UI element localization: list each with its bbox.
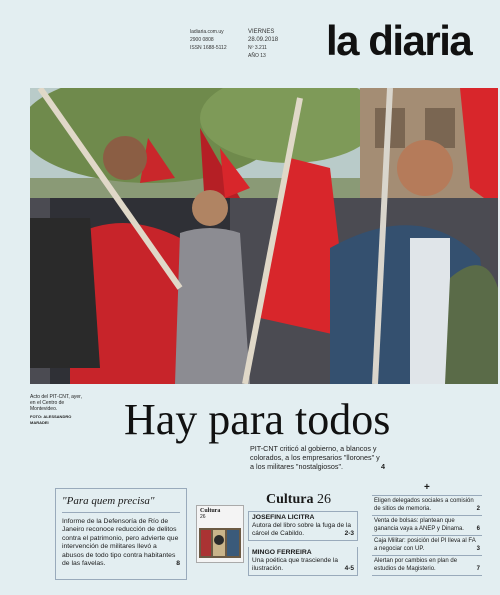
cultura-item[interactable] [248,547,358,576]
year: AÑO 13 [248,53,266,59]
phone-number: 2900 0808 [190,37,214,43]
cultura-item-text: Una poética que trasciende la ilustración. [252,557,339,572]
deck-text: PIT-CNT criticó al gobierno, a blancos y colorados, a los empresarios "llorones" y a los militares "nostalgiosos". [250,444,380,471]
cultura-title: Cultura [266,492,314,507]
masthead-date [248,28,278,60]
headline-deck [250,444,385,471]
story-quote-title: "Para quem precisa" [62,495,155,507]
weekday: VIERNES [248,29,275,35]
date: 28.09.2018 [248,37,279,43]
caption-text: Acto del PIT-CNT, ayer, en el Centro de Montevideo. [30,394,82,413]
list-item-page: 2 [476,505,480,512]
cover-photo [30,88,498,384]
cultura-item-text: Autora del libro sobre la fuga de la cárcel de Cabildo. [252,522,352,537]
story-text [62,518,180,568]
main-headline[interactable]: Hay para todos [124,395,391,444]
deck-page: 4 [381,462,385,471]
story-body: Informe de la Defensoría de Río de Janeiro reconoce reducción de delitos contra el patrimonio, pero advierte que intervención de militares llevó a abusos de todo tipo contra habitantes de las favelas. [62,518,179,568]
thumb-image [197,526,243,560]
list-item[interactable] [372,536,482,556]
cultura-page: 26 [316,492,331,507]
more-news-list [372,495,482,576]
list-item-page: 7 [476,565,480,572]
list-item[interactable] [372,556,482,576]
masthead-contact [190,28,227,52]
list-item-text: Alertan por cambios en plan de estudios de Magisterio. [374,558,458,572]
cultura-author: MINGO FERREIRA [252,549,312,556]
cultura-author: JOSEFINA LICITRA [252,514,315,521]
cultura-item[interactable] [248,511,358,541]
story-box-rio[interactable] [55,488,187,580]
photo-caption [30,394,82,426]
thumb-title: Cultura [200,508,221,514]
cultura-item-page: 2-3 [344,530,354,537]
list-item-text: Venta de bolsas: plantean que ganancia vaya a ANEP y Dinama. [374,518,464,532]
list-item-page: 3 [476,545,480,552]
issn: ISSN 1688-5112 [190,45,227,51]
cultura-section-title[interactable] [266,492,331,508]
list-item-text: Caja Militar: posición del PI lleva al FA a negociar con UP. [374,538,476,552]
newspaper-logo: la diaria [326,17,472,64]
cultura-item-page: 4-5 [344,565,354,572]
protest-photo-illustration [30,88,498,384]
cultura-supplement-thumbnail[interactable] [196,505,244,563]
site-url: ladiaria.com.uy [190,29,224,35]
more-news-plus-icon: + [424,482,430,493]
list-item[interactable] [372,495,482,516]
divider [62,512,180,513]
story-page: 8 [176,560,180,568]
list-item[interactable] [372,516,482,536]
photo-credit: FOTO: ALESSANDRO MARADEI [30,413,72,425]
thumb-page: 26 [200,514,206,520]
issue-number: Nº 3.211 [248,45,267,51]
list-item-text: Eligen delegados sociales a comisión de sitios de memoria. [374,498,474,512]
list-item-page: 6 [476,525,480,532]
